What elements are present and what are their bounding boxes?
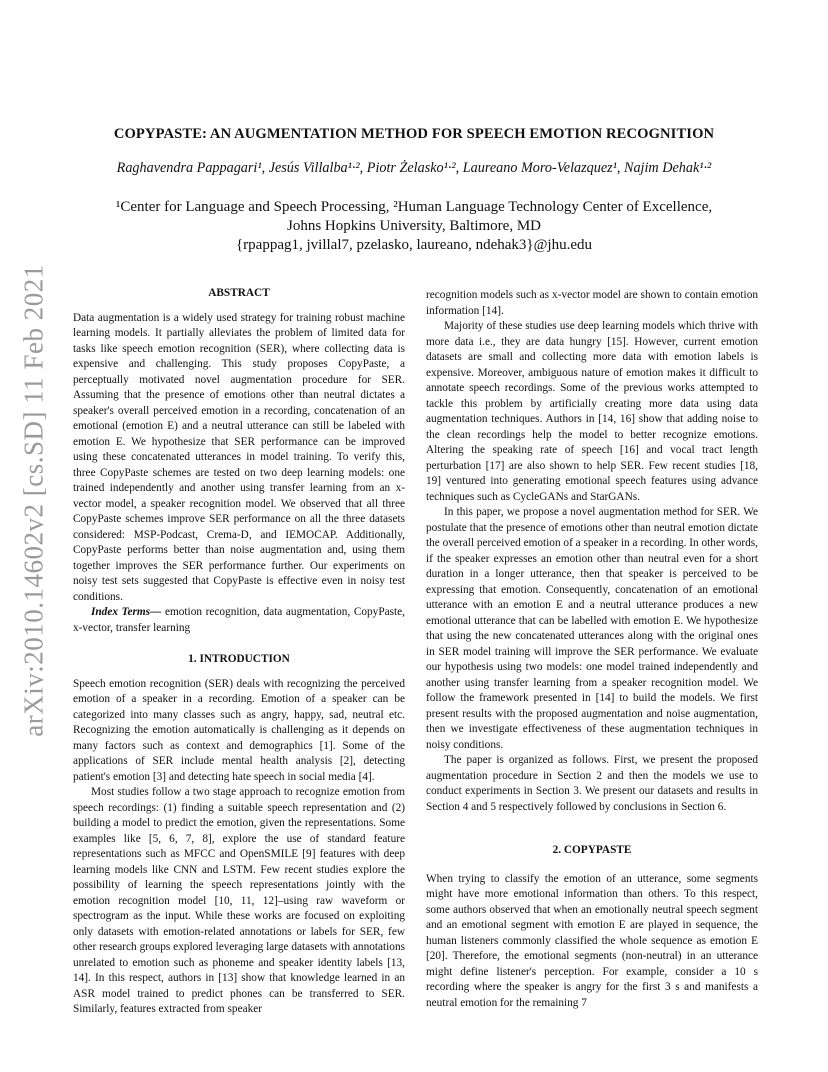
author-emails: {rpappag1, jvillal7, pzelasko, laureano, ndehak3}@jhu.edu (235, 237, 593, 253)
index-terms (73, 605, 405, 636)
arxiv-identifier: arXiv:2010.14602v2 [cs.SD] 11 Feb 2021 (18, 263, 49, 737)
affiliations (60, 198, 768, 255)
affiliation-line-2: Johns Hopkins University, Baltimore, MD (286, 218, 542, 234)
left-column (73, 286, 405, 1018)
right-paragraph-3: In this paper, we propose a novel augmentation method for SER. We postulate that the presence of emotions other than neutral emotion dictate the overall perceived emotion of a speaker in a recording. In other words, if the speaker expresses an emotion other than neutral even for a short duration in a longer utterance, then that speaker is perceived to be expressing that emotion. Consequently, concatenation of an emotional utterance with an emotion E and a neutral utterance produces a new emotional utterance that can be labelled with emotion E. We hypothesize that using the new concatenated utterances along with the original ones in SER model training will improve the SER performance. We evaluate our hypothesis using two models: one model trained independently and another using transfer learning from a speaker recognition model. We follow the framework presented in [14] to build the models. We first present results with the proposed augmentation and noise augmentation, then we investigate effectiveness of these augmentation techniques in noisy conditions. (426, 506, 758, 751)
index-terms-label: Index Terms— (91, 606, 162, 618)
arxiv-stamp (14, 260, 54, 740)
right-paragraph-1: recognition models such as x-vector model are shown to contain emotion information [14]. (426, 289, 758, 317)
abstract-text: Data augmentation is a widely used strategy for training robust machine learning models. It partially alleviates the problem of limited data for tasks like speech emotion recognition (SER), where collecting data is expensive and challenging. This study proposes CopyPaste, a perceptually motivated novel augmentation procedure for SER. Assuming that the presence of emotions other than neutral dictates a speaker's overall perceived emotion in a recording, concatenation of an emotional (emotion E) and a neutral utterance can still be labeled with emotion E. We hypothesize that SER performance can be improved using these concatenated utterances in model training. To verify this, three CopyPaste schemes are tested on two deep learning models: one trained independently and another using transfer learning from an x-vector model, a speaker recognition model. We observed that all three CopyPaste schemes improve SER performance on all the three datasets considered: MSP-Podcast, Crema-D, and IEMOCAP. Additionally, CopyPaste performs better than noise augmentation and, using them together improves the SER performance further. Our experiments on noisy test sets suggested that CopyPaste is effective even in noisy test conditions. (73, 311, 405, 603)
right-paragraph-2: Majority of these studies use deep learning models which thrive with more data i.e., they are data hungry [15]. However, current emotion datasets are small and collecting more data with emotion labels is expensive. Moreover, ambiguous nature of emotion makes it difficult to annotate speech recordings. Some of the previous works attempted to tackle this problem by artificially creating more data using data augmentation techniques. Authors in [14, 16] show that adding noise to the clean recordings help the model to better recognize emotions. Altering the speaking rate of speech [16] and vocal tract length perturbation [17] are also shown to help SER. Few recent studies [18, 19] ventured into generating emotional speech features using advance techniques such as CycleGANs and StarGANs. (426, 320, 758, 503)
index-terms-text: emotion recognition, data augmentation, CopyPaste, x-vector, transfer learning (73, 606, 405, 634)
intro-paragraph-1: Speech emotion recognition (SER) deals with recognizing the perceived emotion of a speaker in a recording. Emotion of a speaker can be categorized into many classes such as angry, happy, sad, neutral etc. Recognizing the emotion automatically is challenging as it depends on many factors such as context and demographics [1]. Some of the applications of SER include mental health analysis [2], detecting patient's emotion [3] and detecting hate speech in social media [4]. (73, 677, 405, 783)
copypaste-heading: 2. COPYPASTE (552, 844, 632, 856)
copypaste-paragraph-1: When trying to classify the emotion of an utterance, some segments might have more emotional information than others. To this respect, some authors observed that when an emotionally neutral speech segment and an emotional segment with emotion E are played in sequence, the human listeners commonly classified the whole sequence as emotion E [20]. Therefore, the emotional segments (non-neutral) in an utterance might define listener's perception. For example, consider a 10 s recording where the speaker is angry for the first 3 s and manifests a neutral emotion for the remaining 7 (426, 872, 758, 1009)
abstract-heading: ABSTRACT (208, 287, 270, 299)
paper-title: COPYPASTE: AN AUGMENTATION METHOD FOR SPEECH EMOTION RECOGNITION (113, 126, 715, 142)
intro-paragraph-2: Most studies follow a two stage approach to recognize emotion from speech recordings: (1) finding a suitable speech representation and (2) building a model to predict the emotion, given the representations. Some examples like [5, 6, 7, 8], explore the use of standard feature representations such as MFCC and OpenSMILE [9] features with deep learning models like CNN and LSTM. Few recent studies explore the possibility of learning the speech representations jointly with the emotion recognition model [10, 11, 12]–using raw waveform or spectrogram as the input. While these works are focused on exploiting only datasets with emotion-related annotations or labels for SER, few other research groups explored leveraging large datasets with annotations unrelated to emotion such as phoneme and speaker identity labels [13, 14]. In this respect, authors in [13] show that knowledge learned in an ASR model trained to predict phones can be transferred to SER. Similarly, features extracted from speaker (73, 786, 405, 1015)
author-list: Raghavendra Pappagari¹, Jesús Villalba¹·², Piotr Żelasko¹·², Laureano Moro-Velazquez¹, Najim Dehak¹·² (116, 160, 712, 176)
affiliation-line-1: ¹Center for Language and Speech Processing, ²Human Language Technology Center of Excellence, (115, 199, 713, 215)
right-column (426, 288, 758, 1011)
intro-heading: 1. INTRODUCTION (188, 653, 290, 665)
right-paragraph-4: The paper is organized as follows. First, we present the proposed augmentation procedure in Section 2 and then the models we use to conduct experiments in Section 3. We present our datasets and results in Section 4 and 5 respectively followed by conclusions in Section 6. (426, 754, 758, 813)
